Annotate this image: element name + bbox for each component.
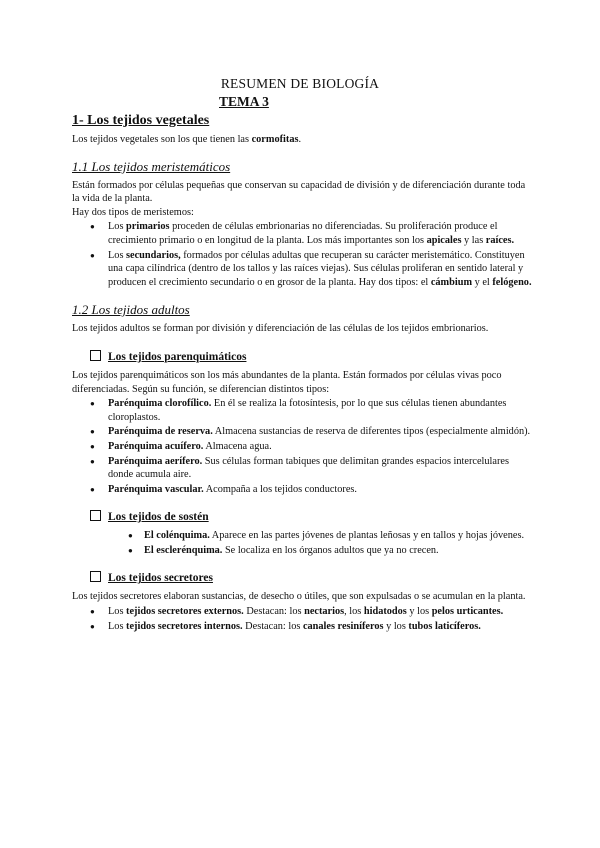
heading-sosten: Los tejidos de sostén <box>90 510 532 525</box>
heading-secretores: Los tejidos secretores <box>90 571 532 586</box>
list-item: ● Los tejidos secretores externos. Destacan: los nectarios, los hidatodos y los pelos urticantes. <box>108 605 532 619</box>
list-item: ● El esclerénquima. Se localiza en los órganos adultos que ya no crecen. <box>144 544 532 558</box>
list-parenquimas <box>72 397 532 496</box>
list-item: ● Los primarios proceden de células embrionarias no diferenciadas. Su proliferación produce el crecimiento primario o en longitud de la planta. Los más importantes son los apicales y las raíces. <box>108 220 532 247</box>
paragraph-tejidos-adultos: Los tejidos adultos se forman por división y diferenciación de las células de los tejidos embrionarios. <box>72 323 489 335</box>
list-secretores <box>72 605 532 633</box>
checkbox-icon <box>90 571 101 582</box>
list-item: ● Parénquima vascular. Acompaña a los tejidos conductores. <box>108 483 532 497</box>
list-item: ● Los tejidos secretores internos. Destacan: los canales resiníferos y los tubos laticíferos. <box>108 620 532 634</box>
paragraph-meristematicos: Están formados por células pequeñas que conservan su capacidad de división y de diferenciación durante toda la vida de la planta. <box>72 179 526 205</box>
list-item: ● Parénquima aerífero. Sus células forman tabiques que delimitan grandes espacios intercelulares donde acumula aire. <box>108 455 532 482</box>
document-subtitle: TEMA 3 <box>219 94 269 109</box>
subheading-tejidos-adultos: 1.2 Los tejidos adultos <box>72 302 190 318</box>
document-title: RESUMEN DE BIOLOGÍA <box>220 76 380 91</box>
list-item: ● El colénquima. Aparece en las partes jóvenes de plantas leñosas y en tallos y hojas jóvenes. <box>144 529 532 543</box>
checkbox-icon <box>90 510 101 521</box>
list-meristemos <box>72 220 532 289</box>
subheading-meristematicos: 1.1 Los tejidos meristemáticos <box>72 158 231 174</box>
paragraph-tipos-meristemos: Hay dos tipos de meristemos: <box>72 206 194 218</box>
checkbox-icon <box>90 350 101 361</box>
list-item: ● Parénquima de reserva. Almacena sustancias de reserva de diferentes tipos (especialmente almidón). <box>108 425 532 439</box>
list-item: ● Parénquima acuífero. Almacena agua. <box>108 440 532 454</box>
list-item: ● Parénquima clorofílico. En él se realiza la fotosíntesis, por lo que sus células tienen abundantes cloroplastos. <box>108 397 532 424</box>
section-heading-tejidos-vegetales: 1- Los tejidos vegetales <box>72 113 210 128</box>
document-body <box>72 112 532 634</box>
list-item: ● Los secundarios, formados por células adultas que recuperan su carácter meristemático. Constituyen una capa cilíndrica (dentro de los tallos y las raíces viejas). Sus células proliferan en sentido lateral y producen el crecimiento secundario o en grosor de la planta. Hay dos tipos: el cámbium y el felógeno. <box>108 249 532 290</box>
paragraph-parenquimaticos: Los tejidos parenquimáticos son los más abundantes de la planta. Están formados por células vivas poco diferenciadas. Según su función, se diferencian distintos tipos: <box>72 369 502 395</box>
paragraph-intro: Los tejidos vegetales son los que tienen las cormofitas. <box>72 134 302 145</box>
list-sosten <box>72 529 532 557</box>
heading-parenquimaticos: Los tejidos parenquimáticos <box>90 350 532 365</box>
paragraph-secretores: Los tejidos secretores elaboran sustancias, de desecho o útiles, que son expulsadas o se acumulan en la planta. <box>72 591 526 603</box>
